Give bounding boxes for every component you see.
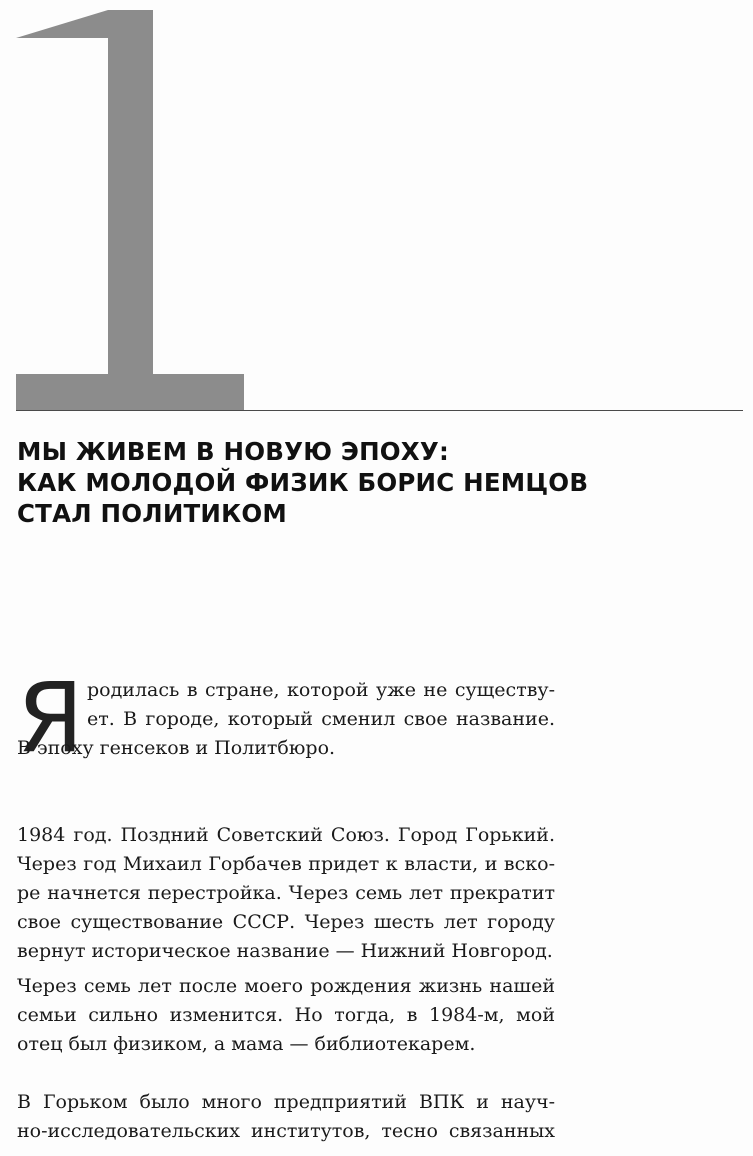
text-line: Через семь лет после моего рождения жизнь нашей — [17, 975, 555, 997]
text-line: ре начнется перестройка. Через семь лет прекратит — [17, 882, 555, 904]
text-line: ет. В городе, который сменил свое название. — [87, 708, 555, 730]
text-line: Через год Михаил Горбачев придет к власти, и вско- — [17, 853, 555, 875]
text-line: свое существование СССР. Через шесть лет городу — [17, 911, 555, 933]
chapter-number-graphic — [16, 0, 244, 412]
numeral-flag — [16, 10, 108, 38]
numeral-base — [16, 374, 244, 411]
text-line: вернут историческое название — Нижний Новгород. — [17, 940, 553, 962]
text-line: 1984 год. Поздний Советский Союз. Город Горький. — [17, 824, 555, 846]
numeral-stem — [108, 10, 153, 374]
text-line: родилась в стране, которой уже не существу- — [87, 679, 555, 701]
text-line: но-исследовательских институтов, тесно связанных — [17, 1120, 555, 1142]
paragraph-2 — [17, 821, 555, 966]
paragraph-4 — [17, 1088, 555, 1146]
chapter-number-one-shape — [16, 0, 244, 412]
text-line: В Горьком было много предприятий ВПК и науч- — [17, 1091, 555, 1113]
chapter-title-line: СТАЛ ПОЛИТИКОМ — [17, 499, 287, 528]
chapter-divider-rule — [16, 410, 743, 411]
paragraph-3 — [17, 972, 555, 1059]
text-line: отец был физиком, а мама — библиотекарем. — [17, 1033, 476, 1055]
drop-cap: Я — [17, 662, 84, 774]
chapter-title-line: КАК МОЛОДОЙ ФИЗИК БОРИС НЕМЦОВ — [17, 468, 589, 497]
text-line: В эпоху генсеков и Политбюро. — [17, 737, 336, 759]
text-line: семьи сильно изменится. Но тогда, в 1984-м, мой — [17, 1004, 555, 1026]
chapter-title — [17, 436, 737, 529]
chapter-title-line: МЫ ЖИВЕМ В НОВУЮ ЭПОХУ: — [17, 437, 449, 466]
